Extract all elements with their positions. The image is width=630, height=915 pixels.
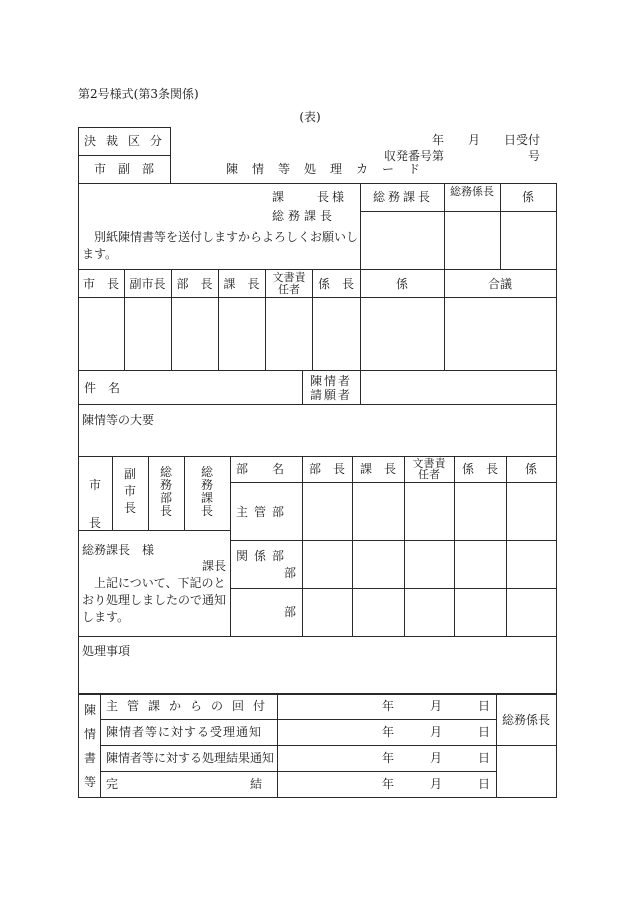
side-label: (表) [299,110,321,124]
history-row-3-label: 陳情者等に対する処理結果通知 [106,751,275,765]
related-dept-label-2: 部 [284,566,297,580]
history-row-2-date: 年 月 日 [381,725,490,739]
dept-header: 部 名 [236,462,285,476]
approval-header-shicho: 市 長 [82,277,119,291]
history-row-1-label: 主管課からの回付 [106,699,275,713]
card-title: 陳情等処理カード [226,162,435,176]
related-dept-label-3: 部 [284,605,297,619]
notice-text: 上記について、下記のとおり処理しましたので通知します。 [82,576,227,624]
proc-header-kacho: 課 長 [359,462,396,476]
approver-somu-kacho: 総務課長 [372,190,433,204]
history-row-1-date: 年 月 日 [381,699,490,713]
approval-header-kakari: 係 [395,277,408,291]
history-row-3-date: 年 月 日 [381,751,490,765]
related-dept-label-1: 関係部 [236,549,291,563]
approval-header-kacho: 課 長 [223,277,260,291]
petitioner-label-1: 陳情者 [309,374,352,388]
petitioner-label-2: 請願者 [309,388,352,402]
history-row-4-date: 年 月 日 [381,777,490,791]
proc-header-shicho: 市長 [88,478,101,530]
approval-header-kakaricho: 係 長 [317,277,354,291]
request-from: 総務課長 [272,209,337,223]
kenmei-label: 件 名 [84,381,121,395]
request-message: 別紙陳情書等を送付しますからよろしくお願いします。 [82,230,359,261]
history-side-4: 等 [83,775,96,789]
approver-somu-kakaricho: 総務係長 [450,185,494,198]
approval-header-fukushicho: 副市長 [129,277,166,291]
history-row-2-label: 陳情者等に対する受理通知 [106,725,263,739]
proc-header-bucho: 部 長 [308,462,345,476]
proc-header-fukushicho: 副市長 [123,467,136,515]
approver-kakari: 係 [521,190,534,204]
history-side-2: 情 [83,727,96,741]
summary-label: 陳情等の大要 [82,413,155,427]
receipt-number: 収発番号第 号 [383,149,540,163]
approval-header-bunsho: 文書責任者 [272,271,306,296]
approval-header-bucho: 部 長 [176,277,213,291]
notice-to: 総務課長 様 [82,543,155,557]
notice-from: 課長 [202,559,227,573]
main-dept-label: 主管部 [236,505,291,519]
received-date: 年 月 日受付 [431,133,540,147]
proc-header-kakaricho: 係 長 [461,462,498,476]
history-row-4-label: 完 結 [106,777,263,791]
form-title: 第2号様式(第3条関係) [78,87,199,101]
proc-header-bunsho: 文書責任者 [412,457,446,481]
proc-header-somukacho: 総務課長 [200,465,213,518]
approval-header-gogi: 合議 [487,277,512,291]
history-side-3: 書 [83,751,96,765]
matters-label: 処理事項 [82,644,131,658]
proc-header-somubucho: 総務部長 [159,465,172,518]
request-to: 課 長様 [272,190,348,204]
shifukubu-label: 市副部 [94,162,167,176]
proc-header-kakari: 係 [524,462,537,476]
history-approver: 総務係長 [501,713,550,727]
kessai-label: 決裁区分 [84,134,173,148]
history-side-1: 陳 [83,703,96,717]
